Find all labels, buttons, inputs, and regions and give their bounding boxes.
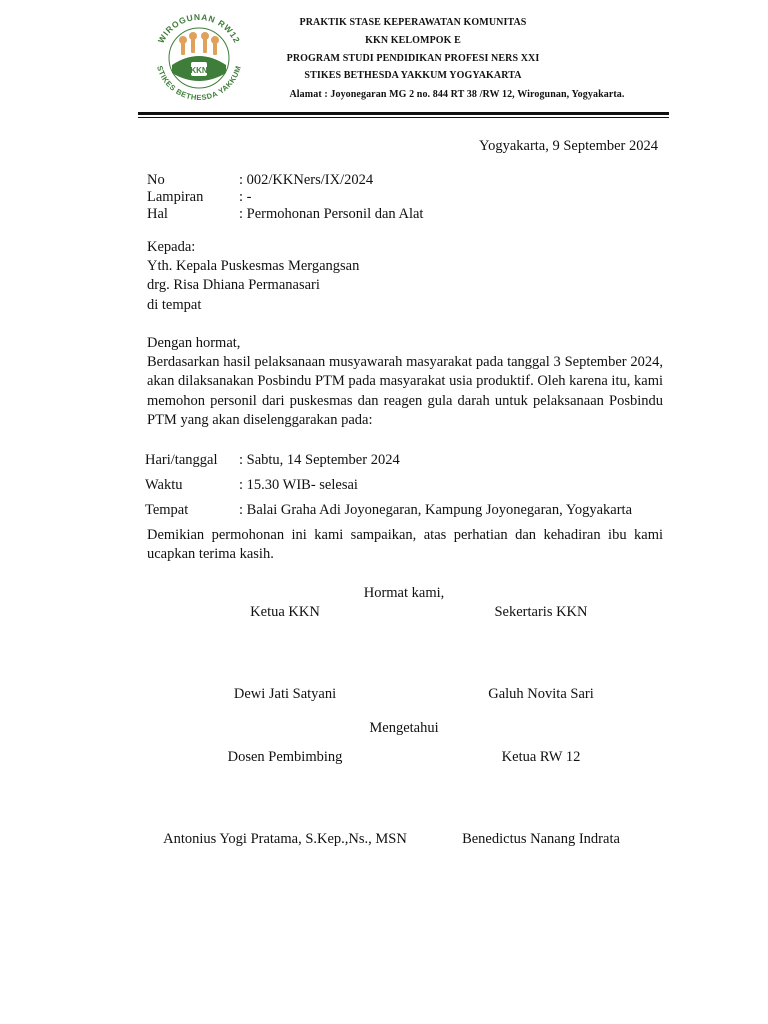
logo-ring-bottom-text: STIKES BETHESDA YAKKUM (155, 64, 243, 103)
left-signatory-role: Ketua KKN (250, 604, 320, 620)
right-signatory-name: Galuh Novita Sari (488, 686, 594, 702)
recipient-line-1: Yth. Kepala Puskesmas Mergangsan (147, 258, 360, 274)
left-approver-role: Dosen Pembimbing (227, 749, 343, 765)
letter-date: Yogyakarta, 9 September 2024 (479, 138, 658, 154)
greeting: Dengan hormat, (147, 335, 241, 351)
recipient-line-2: drg. Risa Dhiana Permanasari (147, 277, 320, 293)
letterhead-line-1: PRAKTIK STASE KEPERAWATAN KOMUNITAS (299, 17, 527, 28)
recipient-to-label: Kepada: (147, 239, 196, 255)
body-paragraph: Berdasarkan hasil pelaksanaan musyawarah masyarakat pada tanggal 3 September 2024, akan dilaksanakan Posbindu PTM pada masyarakat usia produktif. Oleh karena itu, kami memohon personil dari puskesmas dan reagen gula darah untuk pelaksanaan Posbindu PTM yang akan diselenggarakan pada: (147, 354, 663, 428)
header-divider-thick (138, 112, 669, 115)
event-label-time: Waktu (145, 477, 183, 493)
event-value-date: : Sabtu, 14 September 2024 (239, 452, 400, 468)
meta-label-hal: Hal (147, 206, 168, 222)
left-signatory-name: Dewi Jati Satyani (233, 686, 337, 702)
letterhead-line-3: PROGRAM STUDI PENDIDIKAN PROFESI NERS XXI (286, 53, 540, 64)
event-value-time: : 15.30 WIB- selesai (239, 477, 358, 493)
header-divider-thin (138, 117, 669, 118)
meta-value-lampiran: : - (239, 189, 252, 205)
logo-badge-text: KKN (190, 66, 208, 75)
mengetahui-label: Mengetahui (369, 720, 439, 736)
logo-emblem-icon (146, 7, 252, 107)
recipient-line-3: di tempat (147, 297, 202, 313)
right-approver-role: Ketua RW 12 (501, 749, 581, 765)
letterhead-address: Alamat : Joyonegaran MG 2 no. 844 RT 38 /RW 12, Wirogunan, Yogyakarta. (289, 89, 625, 100)
organization-logo (146, 7, 252, 107)
right-signatory-role: Sekertaris KKN (494, 604, 588, 620)
event-label-date: Hari/tanggal (145, 452, 218, 468)
event-value-place: : Balai Graha Adi Joyonegaran, Kampung Joyonegaran, Yogyakarta (239, 502, 633, 518)
meta-label-lampiran: Lampiran (147, 189, 204, 205)
event-label-place: Tempat (145, 502, 189, 518)
meta-value-hal: : Permohonan Personil dan Alat (239, 206, 424, 222)
closing-paragraph: Demikian permohonan ini kami sampaikan, atas perhatian dan kehadiran ibu kami ucapkan terima kasih. (147, 527, 663, 563)
hormat-kami: Hormat kami, (363, 585, 445, 601)
meta-label-no: No (147, 172, 165, 188)
right-approver-name: Benedictus Nanang Indrata (462, 831, 620, 847)
logo-ring-top-text: WIROGUNAN RW12 (155, 11, 243, 45)
left-approver-name: Antonius Yogi Pratama, S.Kep.,Ns., MSN (163, 831, 407, 847)
meta-value-no: : 002/KKNers/IX/2024 (239, 172, 374, 188)
letterhead-line-4: STIKES BETHESDA YAKKUM YOGYAKARTA (304, 70, 522, 81)
letterhead-line-2: KKN KELOMPOK E (365, 35, 461, 46)
